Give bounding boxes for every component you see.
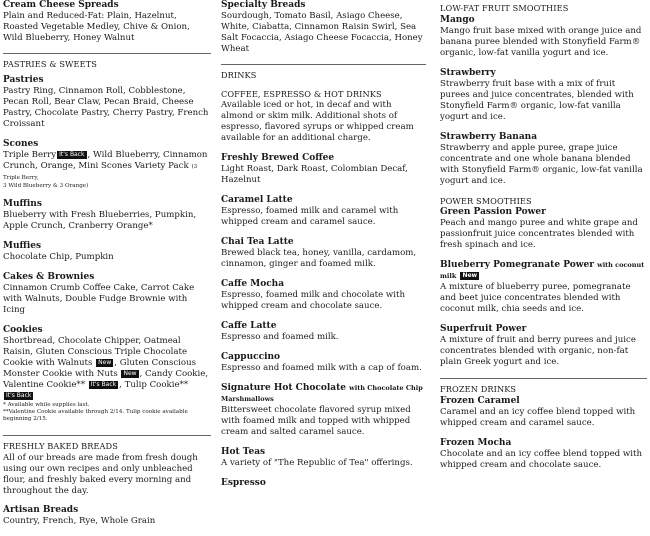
- item-name: [440, 260, 647, 282]
- menu-column-3: [440, 0, 647, 480]
- menu-item-muffies: [3, 241, 211, 263]
- its-back-badge: It's Back: [59, 151, 85, 158]
- item-name: Chai Tea Latte: [221, 237, 294, 247]
- item-name: Freshly Brewed Coffee: [221, 153, 335, 163]
- item-desc: Strawberry and apple puree, grape juice concentrate and one whole banana blended with Stonyfield Farm® organic, low-fat vanilla yogurt and ice.: [440, 143, 643, 186]
- item-name: [221, 383, 426, 405]
- item-desc: Espresso and foamed milk with a cap of foam.: [221, 363, 422, 373]
- menu-item-cookies: [3, 325, 211, 423]
- its-back-badge: It's Back: [6, 392, 32, 399]
- item-name: Caramel Latte: [221, 195, 293, 205]
- item-desc: A mixture of fruit and berry purees and juice concentrates blended with organic, non-fat plain Greek yogurt and ice.: [440, 335, 636, 367]
- menu-item-artisan: [3, 505, 211, 527]
- menu-item-frozen-mocha: [440, 438, 647, 471]
- item-name: Superfruit Power: [440, 324, 527, 334]
- item-desc: Country, French, Rye, Whole Grain: [3, 516, 156, 526]
- section-heading-frozen: FROZEN DRINKS: [440, 384, 517, 394]
- menu-column-2: [221, 0, 426, 498]
- desc-text: Triple Berry: [3, 150, 57, 160]
- item-desc: Cinnamon Crumb Coffee Cake, Carrot Cake with Walnuts, Double Fudge Brownie with Icing: [3, 283, 195, 315]
- new-badge: New: [98, 359, 112, 366]
- section-heading-coffee: COFFEE, ESPRESSO & HOT DRINKS: [221, 89, 382, 99]
- item-desc: Bittersweet chocolate flavored syrup mixed with foamed milk and topped with whipped cream and salted caramel sauce.: [221, 405, 411, 437]
- item-name: Muffins: [3, 199, 42, 209]
- item-desc: Strawberry fruit base with a mix of fruit purees and juice concentrates, blended with Stonyfield Farm® organic, low-fat vanilla yogurt and ice.: [440, 79, 634, 122]
- breads-intro: All of our breads are made from fresh dough using our own recipes and only unbleached flour, and freshly baked every morning and throughout the day.: [3, 453, 198, 496]
- new-badge: New: [462, 272, 478, 279]
- item-name: Hot Teas: [221, 447, 266, 457]
- menu-column-1: [3, 0, 211, 536]
- menu-item-superfruit: [440, 324, 647, 368]
- item-desc: [3, 336, 211, 402]
- item-desc: Espresso and foamed milk.: [221, 332, 339, 342]
- item-name-text: Signature Hot Chocolate: [221, 383, 347, 393]
- menu-item-muffins: [3, 199, 211, 232]
- item-name: Green Passion Power: [440, 207, 546, 217]
- menu-item-strawberry-banana: [440, 132, 647, 187]
- desc-text: , Candy Cookie, Valentine Cookie**: [3, 369, 209, 390]
- its-back-badge: It's Back: [90, 381, 117, 388]
- new-badge: New: [123, 370, 137, 377]
- menu-item-hot-chocolate: [221, 383, 426, 438]
- item-name: Cakes & Brownies: [3, 272, 95, 282]
- menu-item-blueberry-pomegranate: [440, 260, 647, 315]
- section-divider: [221, 64, 426, 65]
- note-text: 3 Wild Blueberry & 3 Orange): [3, 183, 89, 189]
- menu-item-mango: [440, 15, 647, 59]
- menu-item-pastries: [3, 75, 211, 130]
- item-desc: Espresso, foamed milk and caramel with whipped cream and caramel sauce.: [221, 206, 399, 227]
- item-name: Cappuccino: [221, 352, 281, 362]
- item-desc: Light Roast, Dark Roast, Colombian Decaf, Hazelnut: [221, 164, 408, 185]
- item-desc: Pastry Ring, Cinnamon Roll, Cobblestone, Pecan Roll, Bear Claw, Pecan Braid, Cheese Pastry, Chocolate Pastry, Cherry Pastry, French Croissant: [3, 86, 209, 129]
- item-name: Cookies: [3, 325, 43, 335]
- item-desc: Chocolate and an icy coffee blend topped with whipped cream and chocolate sauce.: [440, 449, 642, 470]
- item-name: Cream Cheese Spreads: [3, 0, 119, 10]
- desc-text: , Tulip Cookie**: [119, 380, 189, 390]
- item-desc: Chocolate Chip, Pumpkin: [3, 252, 114, 262]
- item-name: Frozen Mocha: [440, 438, 512, 448]
- section-divider: [3, 53, 211, 54]
- item-name: Strawberry: [440, 68, 496, 78]
- menu-item-cappuccino: [221, 352, 426, 374]
- item-name: Muffies: [3, 241, 42, 251]
- menu-item-espresso: [221, 478, 426, 489]
- footnote: **Valentine Cookie available through 2/14. Tulip cookie available beginning 2/15.: [3, 409, 188, 422]
- item-name-text: Blueberry Pomegranate Power: [440, 260, 594, 270]
- menu-item-chai: [221, 237, 426, 270]
- item-name-suffix: with coconut milk: [440, 261, 645, 280]
- item-name: Caffe Mocha: [221, 279, 285, 289]
- section-heading-lowfat: LOW-FAT FRUIT SMOOTHIES: [440, 3, 569, 13]
- item-desc: Mango fruit base mixed with orange juice and banana puree blended with Stonyfield Farm® organic, low-fat vanilla yogurt and ice.: [440, 26, 642, 58]
- menu-item-scones: [3, 139, 211, 190]
- section-heading-pastries: PASTRIES & SWEETS: [3, 59, 97, 69]
- item-desc: Sourdough, Tomato Basil, Asiago Cheese, White, Ciabatta, Cinnamon Raisin Swirl, Sea Salt Focaccia, Asiago Cheese Focaccia, Honey Wheat: [221, 11, 423, 54]
- item-desc: [3, 150, 211, 183]
- item-name: Artisan Breads: [3, 505, 79, 515]
- section-heading-drinks: DRINKS: [221, 70, 257, 80]
- item-desc: Peach and mango puree and white grape and passionfruit juice concentrates blended with fresh spinach and ice.: [440, 218, 638, 250]
- item-desc: Caramel and an icy coffee blend topped with whipped cream and caramel sauce.: [440, 407, 636, 428]
- item-name: Strawberry Banana: [440, 132, 538, 142]
- menu-item-caramel-latte: [221, 195, 426, 228]
- section-divider: [440, 378, 647, 379]
- menu-item-strawberry: [440, 68, 647, 123]
- item-name: Espresso: [221, 478, 266, 488]
- item-desc: Espresso, foamed milk and chocolate with whipped cream and chocolate sauce.: [221, 290, 406, 311]
- menu-item-brewed-coffee: [221, 153, 426, 186]
- item-desc: Brewed black tea, honey, vanilla, cardamom, cinnamon, ginger and foamed milk.: [221, 248, 417, 269]
- item-desc: A variety of "The Republic of Tea" offerings.: [221, 458, 413, 468]
- item-name: Mango: [440, 15, 475, 25]
- section-heading-power: POWER SMOOTHIES: [440, 196, 532, 206]
- item-name: Scones: [3, 139, 39, 149]
- menu-item-cakes: [3, 272, 211, 316]
- menu-item-cream-cheese: [3, 0, 211, 44]
- footnote: * Available while supplies last.: [3, 402, 90, 408]
- menu-item-hot-teas: [221, 447, 426, 469]
- item-name: Caffe Latte: [221, 321, 277, 331]
- desc-text: Shortbread, Chocolate Chipper, Oatmeal Raisin, Gluten Conscious Triple Chocolate Cookie with Walnuts: [3, 336, 188, 368]
- desc-text: , Gluten Conscious Monster Cookie with Nuts: [3, 358, 197, 379]
- note-text: (3 Triple Berry,: [3, 164, 198, 181]
- item-name: Specialty Breads: [221, 0, 306, 10]
- coffee-intro: Available iced or hot, in decaf and with almond or skim milk. Additional shots of espresso, flavored syrups or whipped cream available for an additional charge.: [221, 100, 414, 143]
- desc-text: , Wild Blueberry, Cinnamon Crunch, Orange, Mini Scones Variety Pack: [3, 150, 208, 171]
- item-name-suffix: with Chocolate Chip Marshmallows: [221, 384, 423, 403]
- item-name: Frozen Caramel: [440, 396, 520, 406]
- item-desc: A mixture of blueberry puree, pomegranate and beet juice concentrates blended with coconut milk, chia seeds and ice.: [440, 282, 631, 314]
- menu-item-caffe-latte: [221, 321, 426, 343]
- item-desc: Plain and Reduced-Fat: Plain, Hazelnut, Roasted Vegetable Medley, Chive & Onion, Wild Blueberry, Honey Walnut: [3, 11, 190, 43]
- menu-item-specialty: [221, 0, 426, 55]
- item-name: Pastries: [3, 75, 44, 85]
- menu-item-caffe-mocha: [221, 279, 426, 312]
- section-divider: [3, 435, 211, 436]
- item-desc: Blueberry with Fresh Blueberries, Pumpkin, Apple Crunch, Cranberry Orange*: [3, 210, 197, 231]
- section-heading-breads: FRESHLY BAKED BREADS: [3, 441, 118, 451]
- menu-item-frozen-caramel: [440, 396, 647, 429]
- menu-item-green-passion: [440, 207, 647, 251]
